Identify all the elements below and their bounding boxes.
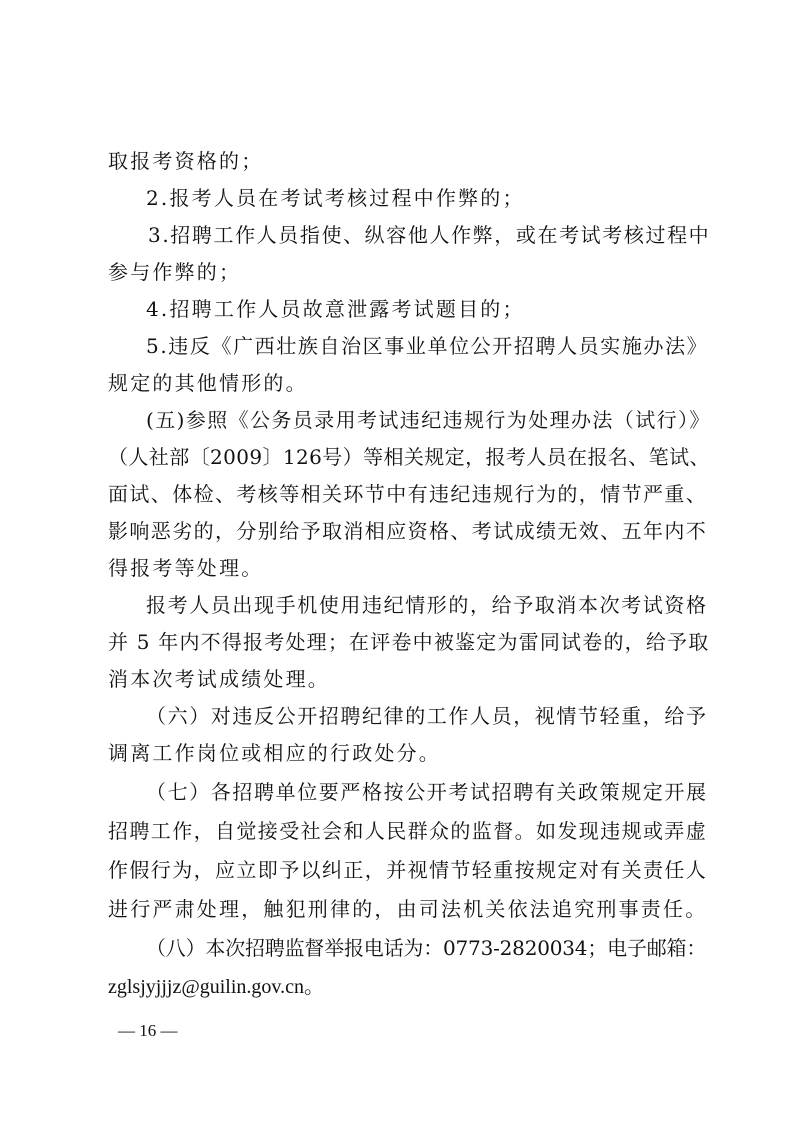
text-line: 影响恶劣的，分别给予取消相应资格、考试成绩无效、五年内不 — [108, 519, 708, 543]
text-line: 5.违反《广西壮族自治区事业单位公开招聘人员实施办法》 — [146, 334, 709, 358]
text-line: 招聘工作，自觉接受社会和人民群众的监督。如发现违规或弄虚 — [108, 819, 708, 843]
text-line: 取报考资格的； — [108, 149, 264, 173]
text-line: 调离工作岗位或相应的行政处分。 — [108, 741, 441, 765]
text-line: 得报考等处理。 — [108, 556, 264, 580]
text-line: (五)参照《公务员录用考试违纪违规行为处理办法（试行）》 — [146, 408, 711, 432]
text-line: 2.报考人员在考试考核过程中作弊的； — [146, 186, 525, 210]
text-line: 消本次考试成绩处理。 — [108, 667, 330, 691]
text-line: 3.招聘工作人员指使、纵容他人作弊，或在考试考核过程中 — [148, 223, 711, 247]
text-line: （六）对违反公开招聘纪律的工作人员，视情节轻重，给予 — [146, 704, 708, 728]
text-line: 面试、体检、考核等相关环节中有违纪违规行为的，情节严重、 — [108, 482, 708, 506]
text-line: 4.招聘工作人员故意泄露考试题目的； — [146, 297, 525, 321]
text-line: 规定的其他情形的。 — [108, 371, 308, 395]
text-line: （七）各招聘单位要严格按公开考试招聘有关政策规定开展 — [146, 780, 708, 804]
text-line: （人社部〔2009〕126号）等相关规定，报考人员在报名、笔试、 — [108, 445, 710, 469]
text-line: 报考人员出现手机使用违纪情形的，给予取消本次考试资格 — [146, 593, 708, 617]
text-line: 参与作弊的； — [108, 260, 242, 284]
text-line: 进行严肃处理，触犯刑律的，由司法机关依法追究刑事责任。 — [108, 897, 708, 921]
text-line: （八）本次招聘监督举报电话为：0773-2820034；电子邮箱： — [146, 936, 707, 960]
page-number: — 16 — — [118, 1021, 178, 1040]
text-line: 作假行为，应立即予以纠正，并视情节轻重按规定对有关责任人 — [108, 858, 708, 882]
text-line: 并 5 年内不得报考处理；在评卷中被鉴定为雷同试卷的，给予取 — [108, 630, 710, 654]
email-line: zglsjyjjjz@guilin.gov.cn。 — [108, 976, 324, 998]
